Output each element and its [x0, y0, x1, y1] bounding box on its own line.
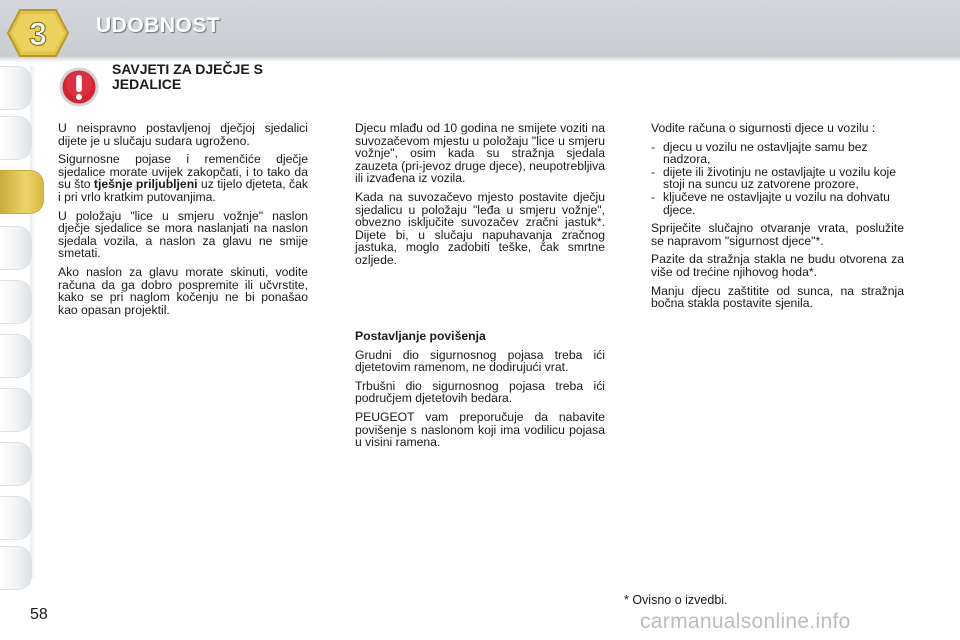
section-subheading: Postavljanje povišenja	[355, 329, 486, 343]
text-column-2	[355, 122, 605, 273]
chapter-tab[interactable]	[0, 442, 32, 486]
paragraph-text: Sigurnosne pojase i remenčiće dječje sjedalice morate uvijek zakopčati, i to tako da su što	[58, 152, 308, 192]
dash-marker: -	[651, 189, 656, 204]
chapter-tab-active[interactable]	[0, 170, 44, 214]
chapter-tab[interactable]	[0, 334, 32, 378]
paragraph: Pazite da stražnja stakla ne budu otvorena za više od trećine njihovog hoda*.	[651, 252, 904, 279]
paragraph: Manju djecu zaštitite od sunca, na stražnja bočna stakla postavite sjenila.	[651, 283, 904, 311]
paragraph: Spriječite slučajno otvaranje vrata, poslužite se napravom "sigurnost djece"*.	[651, 221, 904, 248]
paragraph: Kada na suvozačevo mjesto postavite dječju sjedalicu u položaju "leđa u smjeru vožnje", obvezno isključite suvozačev zračni jastuk*. Dijete bi, u slučaju napuhavanja zračnog jastuka, moglo zadobiti teške, čak smrtne ozljede.	[355, 189, 605, 267]
list-item-text: ključeve ne ostavljajte u vozilu na dohvatu djece.	[663, 189, 890, 217]
paragraph	[58, 153, 308, 203]
text-column-1	[58, 122, 308, 322]
dash-marker: -	[651, 164, 656, 179]
text-column-2-lower	[355, 330, 605, 455]
watermark: carmanualsonline.info	[640, 610, 851, 633]
chapter-tab[interactable]	[0, 388, 32, 432]
paragraph-text: uz tijelo djeteta, čak i pri vrlo kratkim putovanjima.	[58, 177, 308, 204]
chapter-tab[interactable]	[0, 546, 32, 590]
paragraph: U položaju "lice u smjeru vožnje" naslon dječje sjedalice se mora naslanjati na naslon sjedala vozila, a naslon za glavu ne smije smetati.	[58, 208, 308, 261]
footnote: * Ovisno o izvedbi.	[624, 593, 728, 607]
paragraph: PEUGEOT vam preporučuje da nabavite povišenje s naslonom koji ima vodilicu pojasa u visini ramena.	[355, 409, 605, 450]
list-item	[651, 141, 904, 166]
list-item-text: dijete ili životinju ne ostavljajte u vozilu koje stoji na suncu uz zatvorene prozore,	[663, 164, 897, 192]
warning-title: SAVJETI ZA DJEČJE S JEDALICE	[112, 61, 263, 92]
chapter-tab[interactable]	[0, 226, 32, 270]
dash-marker: -	[651, 139, 656, 154]
list-item	[651, 166, 904, 191]
paragraph: U neispravno postavljenoj dječjoj sjedalici dijete je u slučaju sudara ugroženo.	[58, 121, 308, 148]
chapter-tabs	[0, 66, 40, 586]
emphasis-text: tješnje priljubljeni	[93, 177, 198, 192]
chapter-tab[interactable]	[0, 66, 32, 110]
paragraph: Trbušni dio sigurnosnog pojasa treba ići područjem djetetovih bedara.	[355, 378, 605, 406]
bullet-list	[651, 141, 904, 217]
list-item-text: djecu u vozilu ne ostavljajte samu bez nadzora,	[663, 139, 868, 167]
chapter-tab[interactable]	[0, 496, 32, 540]
chapter-tab[interactable]	[0, 280, 32, 324]
exclamation-icon	[58, 66, 100, 108]
paragraph: Vodite računa o sigurnosti djece u vozilu :	[651, 121, 876, 135]
list-item	[651, 191, 904, 216]
paragraph: Ako naslon za glavu morate skinuti, vodite računa da ga dobro pospremite ili učvrstite, kako se pri naglom kočenju ne bi ponašao kao opasan projektil.	[58, 264, 308, 317]
paragraph: Djecu mlađu od 10 godina ne smijete voziti na suvozačevom mjestu u položaju "lice u smjeru vožnje", osim kada su stražnja sjedala zauzeta (pri-jevoz druge djece), neupotrebljiva ili izvađena iz vozila.	[355, 121, 605, 186]
chapter-badge	[6, 8, 70, 58]
paragraph: Grudni dio sigurnosnog pojasa treba ići djetetovim ramenom, ne dodirujući vrat.	[355, 347, 605, 375]
text-column-3	[651, 122, 904, 316]
chapter-tab[interactable]	[0, 116, 32, 160]
page-number: 58	[30, 606, 48, 623]
chapter-number: 3	[29, 16, 47, 52]
chapter-title: UDOBNOST	[96, 14, 221, 37]
